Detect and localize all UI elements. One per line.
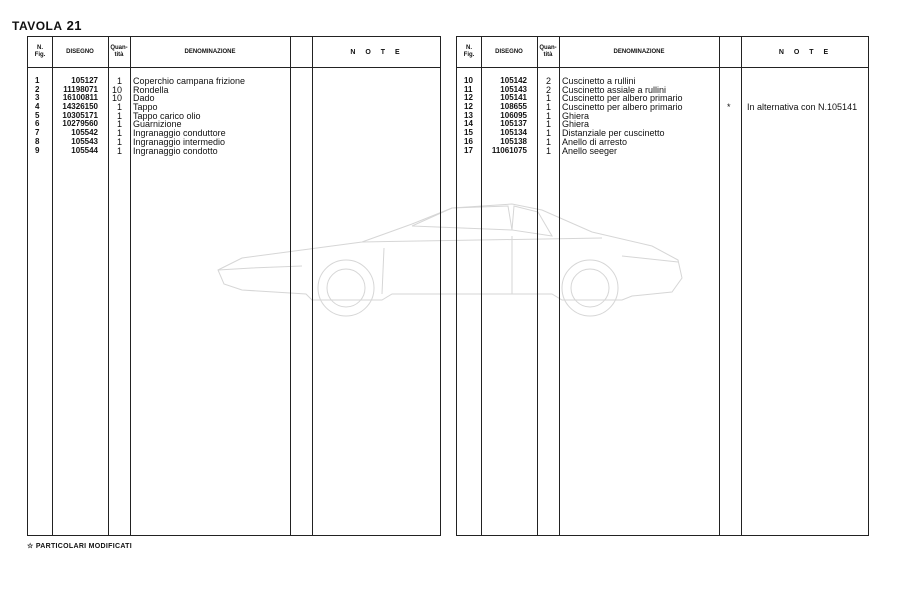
- fig-cell: 5: [35, 110, 40, 120]
- denominazione-cell: Guarnizione: [133, 119, 182, 130]
- disegno-cell: 105138: [500, 136, 527, 146]
- disegno-cell: 11198071: [63, 84, 98, 94]
- fig-cell: 4: [35, 102, 40, 112]
- disegno-cell: 14326150: [62, 102, 98, 112]
- quantity-cell: 1: [545, 145, 551, 156]
- denominazione-cell: Cuscinetto per albero primario: [562, 102, 683, 113]
- fig-cell: 2: [35, 84, 40, 94]
- disegno-cell: 10279560: [62, 119, 98, 129]
- fig-cell: 12: [464, 93, 473, 103]
- disegno-cell: 105127: [71, 76, 98, 85]
- disegno-cell: 105142: [500, 76, 527, 85]
- disegno-cell: 105143: [500, 84, 527, 94]
- disegno-cell: 105544: [71, 145, 98, 155]
- quantity-cell: 1: [545, 119, 551, 130]
- disegno-cell: 105137: [500, 119, 527, 129]
- fig-cell: 17: [464, 145, 473, 155]
- header-disegno: DISEGNO: [66, 48, 94, 55]
- fig-cell: 14: [464, 119, 473, 129]
- footer-legend: ☆ PARTICOLARI MODIFICATI: [27, 543, 132, 550]
- quantity-cell: 1: [116, 136, 122, 147]
- denominazione-cell: Distanziale per cuscinetto: [562, 128, 665, 139]
- table-row: [28, 147, 440, 156]
- quantity-cell: 1: [116, 102, 122, 113]
- header-denominazione: DENOMINAZIONE: [613, 48, 665, 55]
- fig-cell: 12: [464, 102, 473, 112]
- denominazione-cell: Coperchio campana frizione: [133, 76, 246, 86]
- fig-cell: 11: [464, 84, 473, 94]
- quantity-cell: 10: [111, 93, 122, 104]
- denominazione-cell: Ghiera: [562, 119, 590, 130]
- disegno-cell: 105542: [71, 128, 98, 138]
- quantity-cell: 1: [545, 102, 551, 113]
- denominazione-cell: Dado: [133, 93, 155, 104]
- denominazione-cell: Rondella: [133, 84, 169, 95]
- quantity-cell: 1: [545, 110, 551, 121]
- rows-right: [457, 77, 868, 155]
- quantity-cell: 10: [111, 84, 122, 95]
- title-number: 21: [66, 18, 83, 33]
- header-note: N O T E: [778, 48, 833, 56]
- header-quantita: Quan- tità: [110, 45, 128, 58]
- denominazione-cell: Cuscinetto a rullini: [562, 76, 636, 86]
- fig-cell: 9: [35, 145, 40, 155]
- fig-cell: 15: [464, 128, 473, 138]
- denominazione-cell: Anello seeger: [562, 145, 618, 156]
- header-fig: N. Fig.: [34, 45, 46, 58]
- quantity-cell: 1: [545, 136, 551, 147]
- denominazione-cell: Ingranaggio intermedio: [133, 136, 226, 147]
- disegno-cell: 106095: [500, 110, 527, 120]
- quantity-cell: 1: [116, 110, 122, 121]
- fig-cell: 13: [464, 110, 473, 120]
- denominazione-cell: Tappo: [133, 102, 158, 113]
- denominazione-cell: Cuscinetto per albero primario: [562, 93, 683, 104]
- denominazione-cell: Ghiera: [562, 110, 590, 121]
- disegno-cell: 105141: [500, 93, 527, 103]
- quantity-cell: 1: [545, 93, 551, 104]
- disegno-cell: 11061075: [491, 145, 527, 155]
- quantity-cell: 1: [116, 119, 122, 130]
- denominazione-cell: Cuscinetto assiale a rullini: [562, 84, 667, 95]
- disegno-cell: 105134: [500, 128, 527, 138]
- quantity-cell: 1: [116, 128, 122, 139]
- fig-cell: 8: [35, 136, 40, 146]
- table-row: [457, 147, 868, 156]
- header-quantita: Quan- tità: [539, 45, 557, 58]
- denominazione-cell: Anello di arresto: [562, 136, 628, 147]
- disegno-cell: 108655: [500, 102, 527, 112]
- note-cell: In alternativa con N.105141: [747, 102, 858, 113]
- parts-table-right: [456, 36, 869, 536]
- header-fig: N. Fig.: [463, 45, 475, 58]
- denominazione-cell: Ingranaggio condotto: [133, 145, 218, 156]
- fig-cell: 1: [35, 76, 40, 85]
- rows-left: [28, 77, 440, 155]
- fig-cell: 16: [464, 136, 473, 146]
- disegno-cell: 10305171: [62, 110, 98, 120]
- quantity-cell: 2: [545, 76, 551, 86]
- title-label: TAVOLA: [12, 19, 63, 33]
- fig-cell: 7: [35, 128, 40, 138]
- note-mark: *: [727, 102, 731, 113]
- quantity-cell: 2: [545, 84, 551, 95]
- page-title: [12, 18, 82, 33]
- quantity-cell: 1: [116, 76, 122, 86]
- quantity-cell: 1: [116, 145, 122, 156]
- header-note: N O T E: [350, 48, 404, 56]
- fig-cell: 10: [464, 76, 473, 85]
- fig-cell: 3: [35, 93, 40, 103]
- quantity-cell: 1: [545, 128, 551, 139]
- denominazione-cell: Ingranaggio conduttore: [133, 128, 226, 139]
- disegno-cell: 16100811: [62, 93, 98, 103]
- denominazione-cell: Tappo carico olio: [133, 110, 201, 121]
- disegno-cell: 105543: [71, 136, 98, 146]
- header-disegno: DISEGNO: [495, 48, 523, 55]
- fig-cell: 6: [35, 119, 40, 129]
- parts-table-left: [27, 36, 441, 536]
- header-denominazione: DENOMINAZIONE: [184, 48, 236, 55]
